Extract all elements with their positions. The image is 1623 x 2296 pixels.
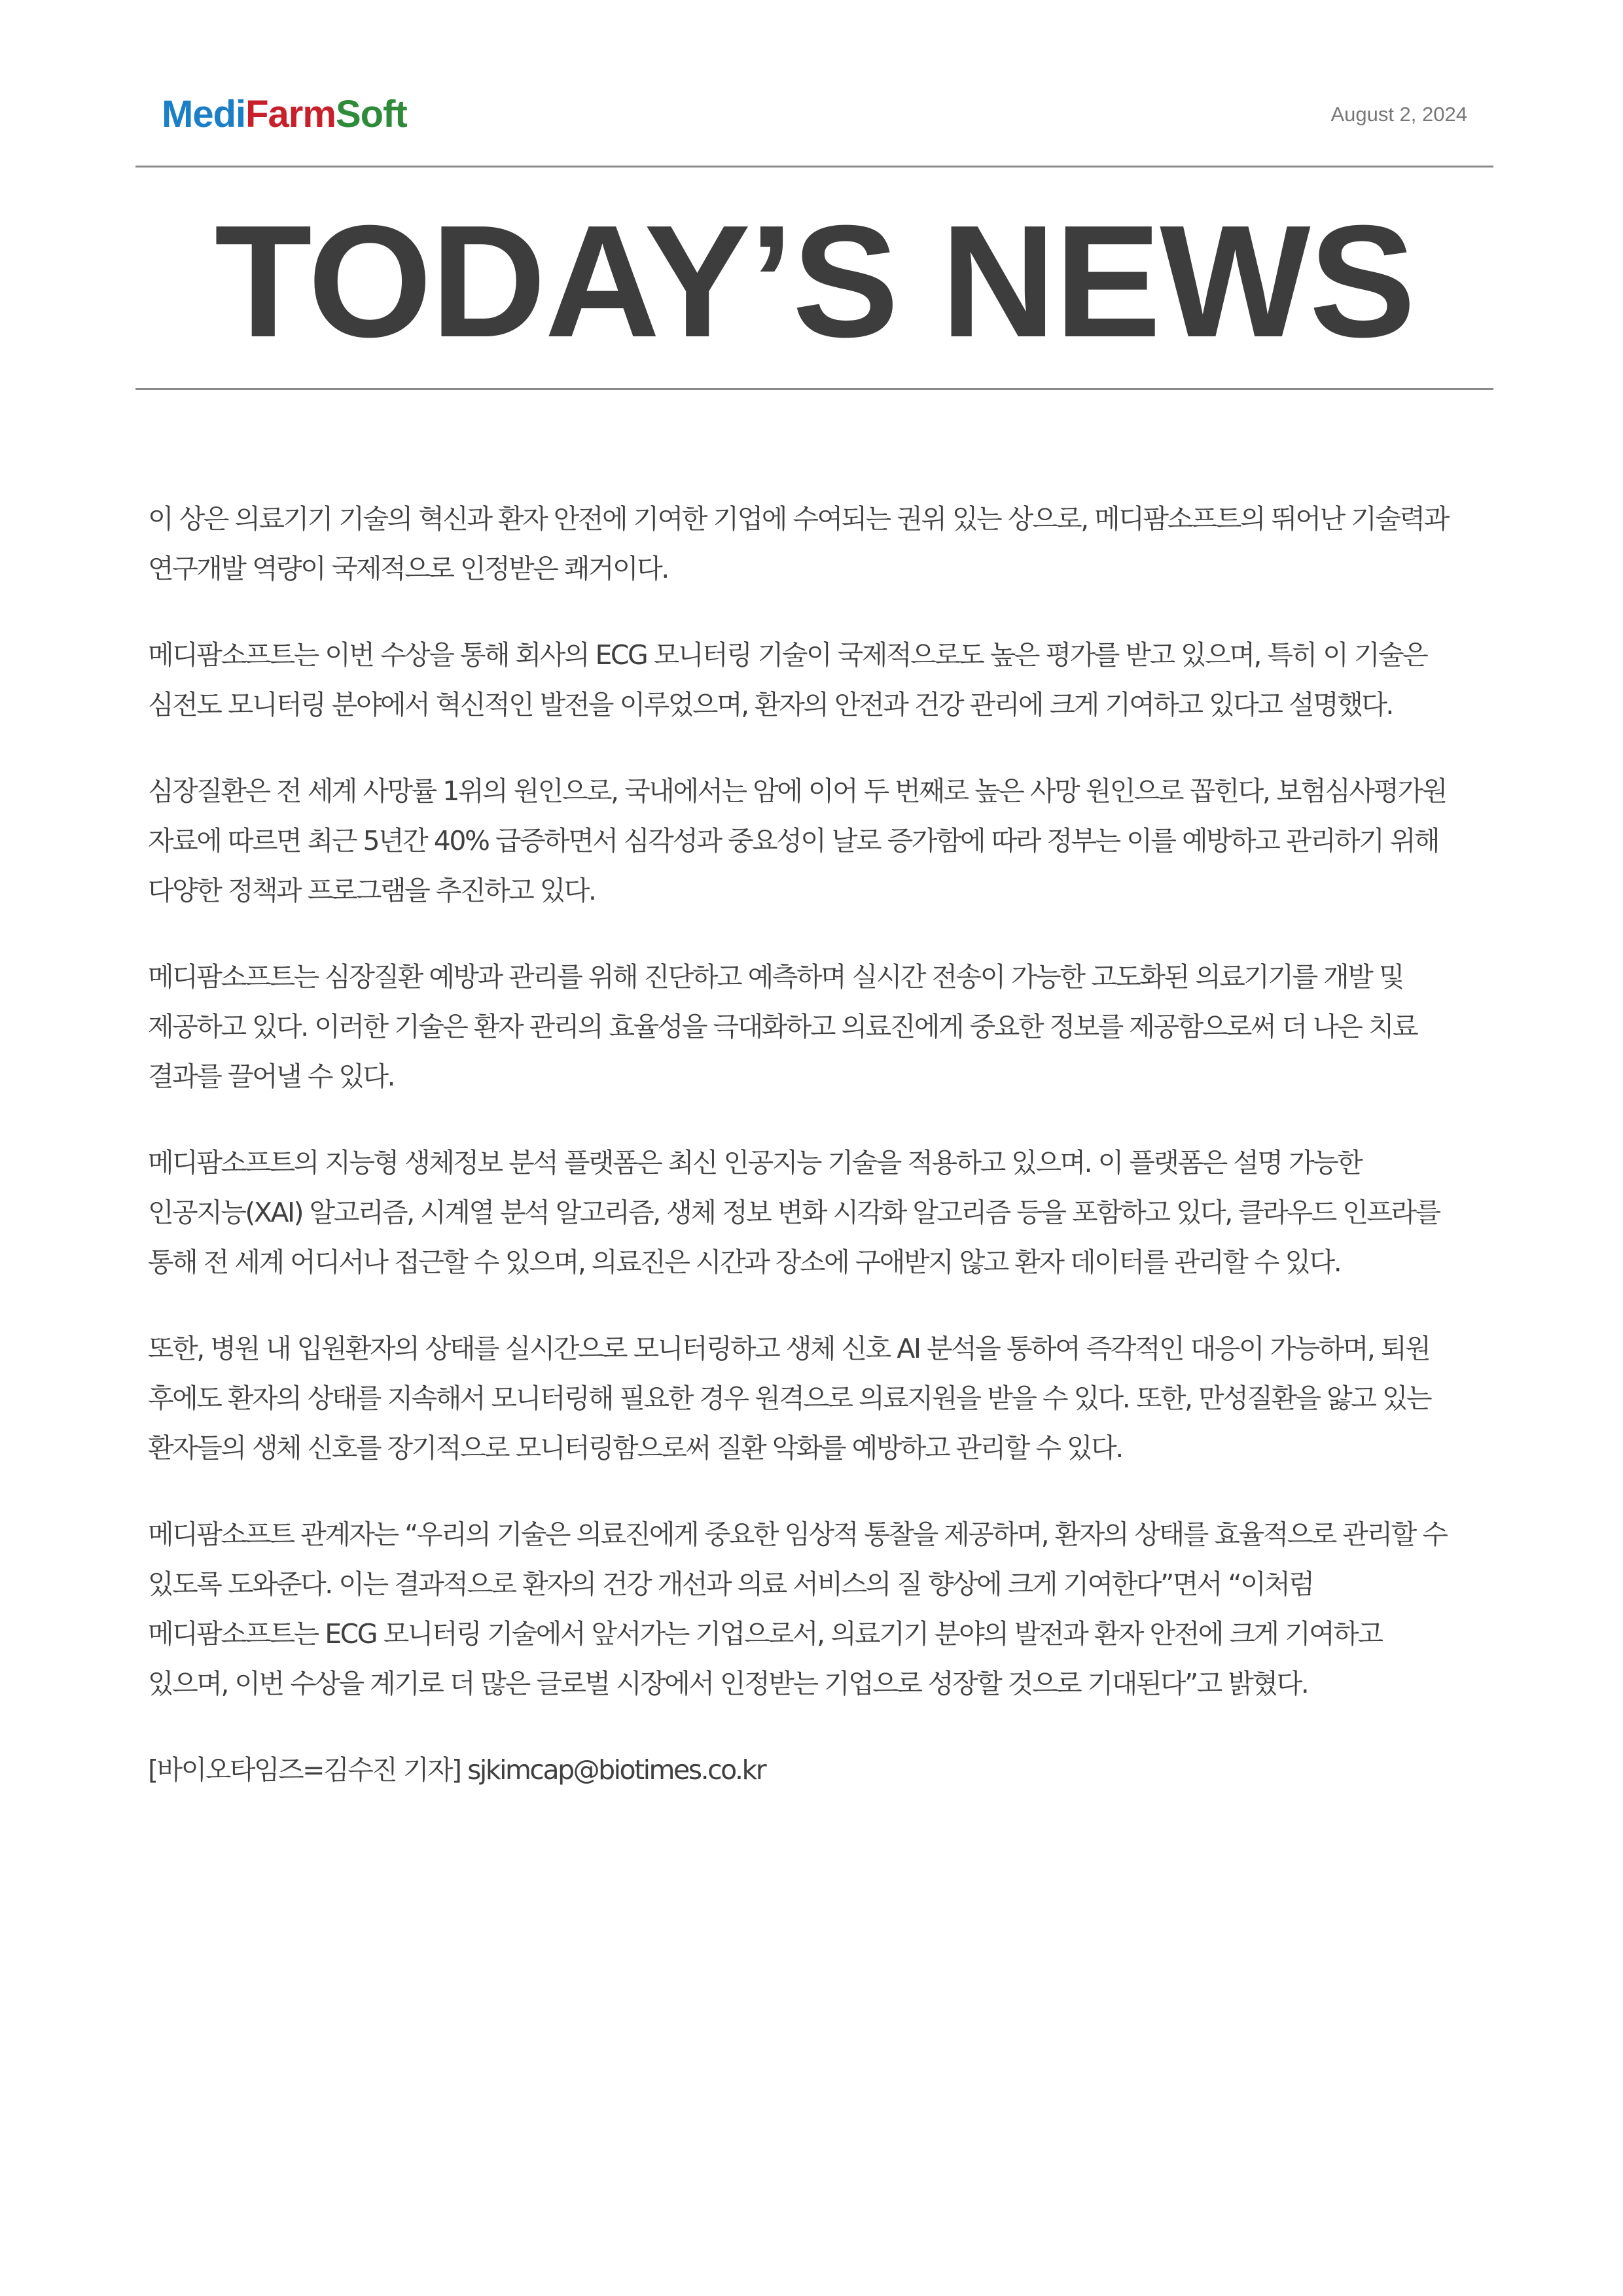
article-paragraph: 메디팜소프트 관계자는 “우리의 기술은 의료진에게 중요한 임상적 통찰을 제공하며, 환자의 상태를 효율적으로 관리할 수 있도록 도와준다. 이는 결과적으로 환자의 건강 개선과 의료 서비스의 질 향상에 크게 기여한다”면서 “이처럼 메디팜소프트는 ECG 모니터링 기술에서 앞서가는 기업으로서, 의료기기 분야의 발전과 환자 안전에 크게 기여하고 있으며, 이번 수상을 계기로 더 많은 글로벌 시장에서 인정받는 기업으로 성장할 것으로 기대된다”고 밝혔다. [148, 1519, 1447, 1699]
article-paragraph: 이 상은 의료기기 기술의 혁신과 환자 안전에 기여한 기업에 수여되는 권위 있는 상으로, 메디팜소프트의 뛰어난 기술력과 연구개발 역량이 국제적으로 인정받은 쾌거이다. [148, 503, 1448, 584]
article-byline: [바이오타임즈=김수진 기자] sjkimcap@biotimes.co.kr [148, 1754, 766, 1786]
article-paragraph: 메디팜소프트의 지능형 생체정보 분석 플랫폼은 최신 인공지능 기술을 적용하고 있으며. 이 플랫폼은 설명 가능한 인공지능(XAI) 알고리즘, 시계열 분석 알고리즘, 생체 정보 변화 시각화 알고리즘 등을 포함하고 있다, 클라우드 인프라를 통해 전 세계 어디서나 접근할 수 있으며, 의료진은 시간과 장소에 구애받지 않고 환자 데이터를 관리할 수 있다. [148, 1147, 1440, 1278]
article-paragraph: 메디팜소프트는 이번 수상을 통해 회사의 ECG 모니터링 기술이 국제적으로도 높은 평가를 받고 있으며, 특히 이 기술은 심전도 모니터링 분야에서 혁신적인 발전을 이루었으며, 환자의 안전과 건강 관리에 크게 기여하고 있다고 설명했다. [148, 639, 1427, 720]
publish-date: August 2, 2024 [1330, 103, 1467, 126]
article-paragraph: 또한, 병원 내 입원환자의 상태를 실시간으로 모니터링하고 생체 신호 AI 분석을 통하여 즉각적인 대응이 가능하며, 퇴원 후에도 환자의 상태를 지속해서 모니터링해 필요한 경우 원격으로 의료지원을 받을 수 있다. 또한, 만성질환을 앓고 있는 환자들의 생체 신호를 장기적으로 모니터링함으로써 질환 악화를 예방하고 관리할 수 있다. [148, 1333, 1431, 1464]
article-body [148, 494, 1457, 1831]
top-divider [135, 166, 1493, 168]
bottom-divider [135, 388, 1493, 390]
article-paragraph: 심장질환은 전 세계 사망률 1위의 원인으로, 국내에서는 암에 이어 두 번째로 높은 사망 원인으로 꼽힌다, 보험심사평가원 자료에 따르면 최근 5년간 40% 급증하면서 심각성과 중요성이 날로 증가함에 따라 정부는 이를 예방하고 관리하기 위해 다양한 정책과 프로그램을 추진하고 있다. [148, 775, 1446, 906]
logo-medi: Medi [162, 93, 246, 135]
page-header [135, 92, 1493, 137]
medifarmsoft-logo [162, 92, 407, 137]
masthead-title: TODAY’S NEWS [214, 192, 1415, 370]
article-paragraph: 메디팜소프트는 심장질환 예방과 관리를 위해 진단하고 예측하며 실시간 전송이 가능한 고도화된 의료기기를 개발 및 제공하고 있다. 이러한 기술은 환자 관리의 효율성을 극대화하고 의료진에게 중요한 정보를 제공함으로써 더 나은 치료 결과를 끌어낼 수 있다. [148, 961, 1418, 1092]
logo-farm: Farm [245, 93, 336, 135]
logo-soft: Soft [335, 93, 407, 135]
